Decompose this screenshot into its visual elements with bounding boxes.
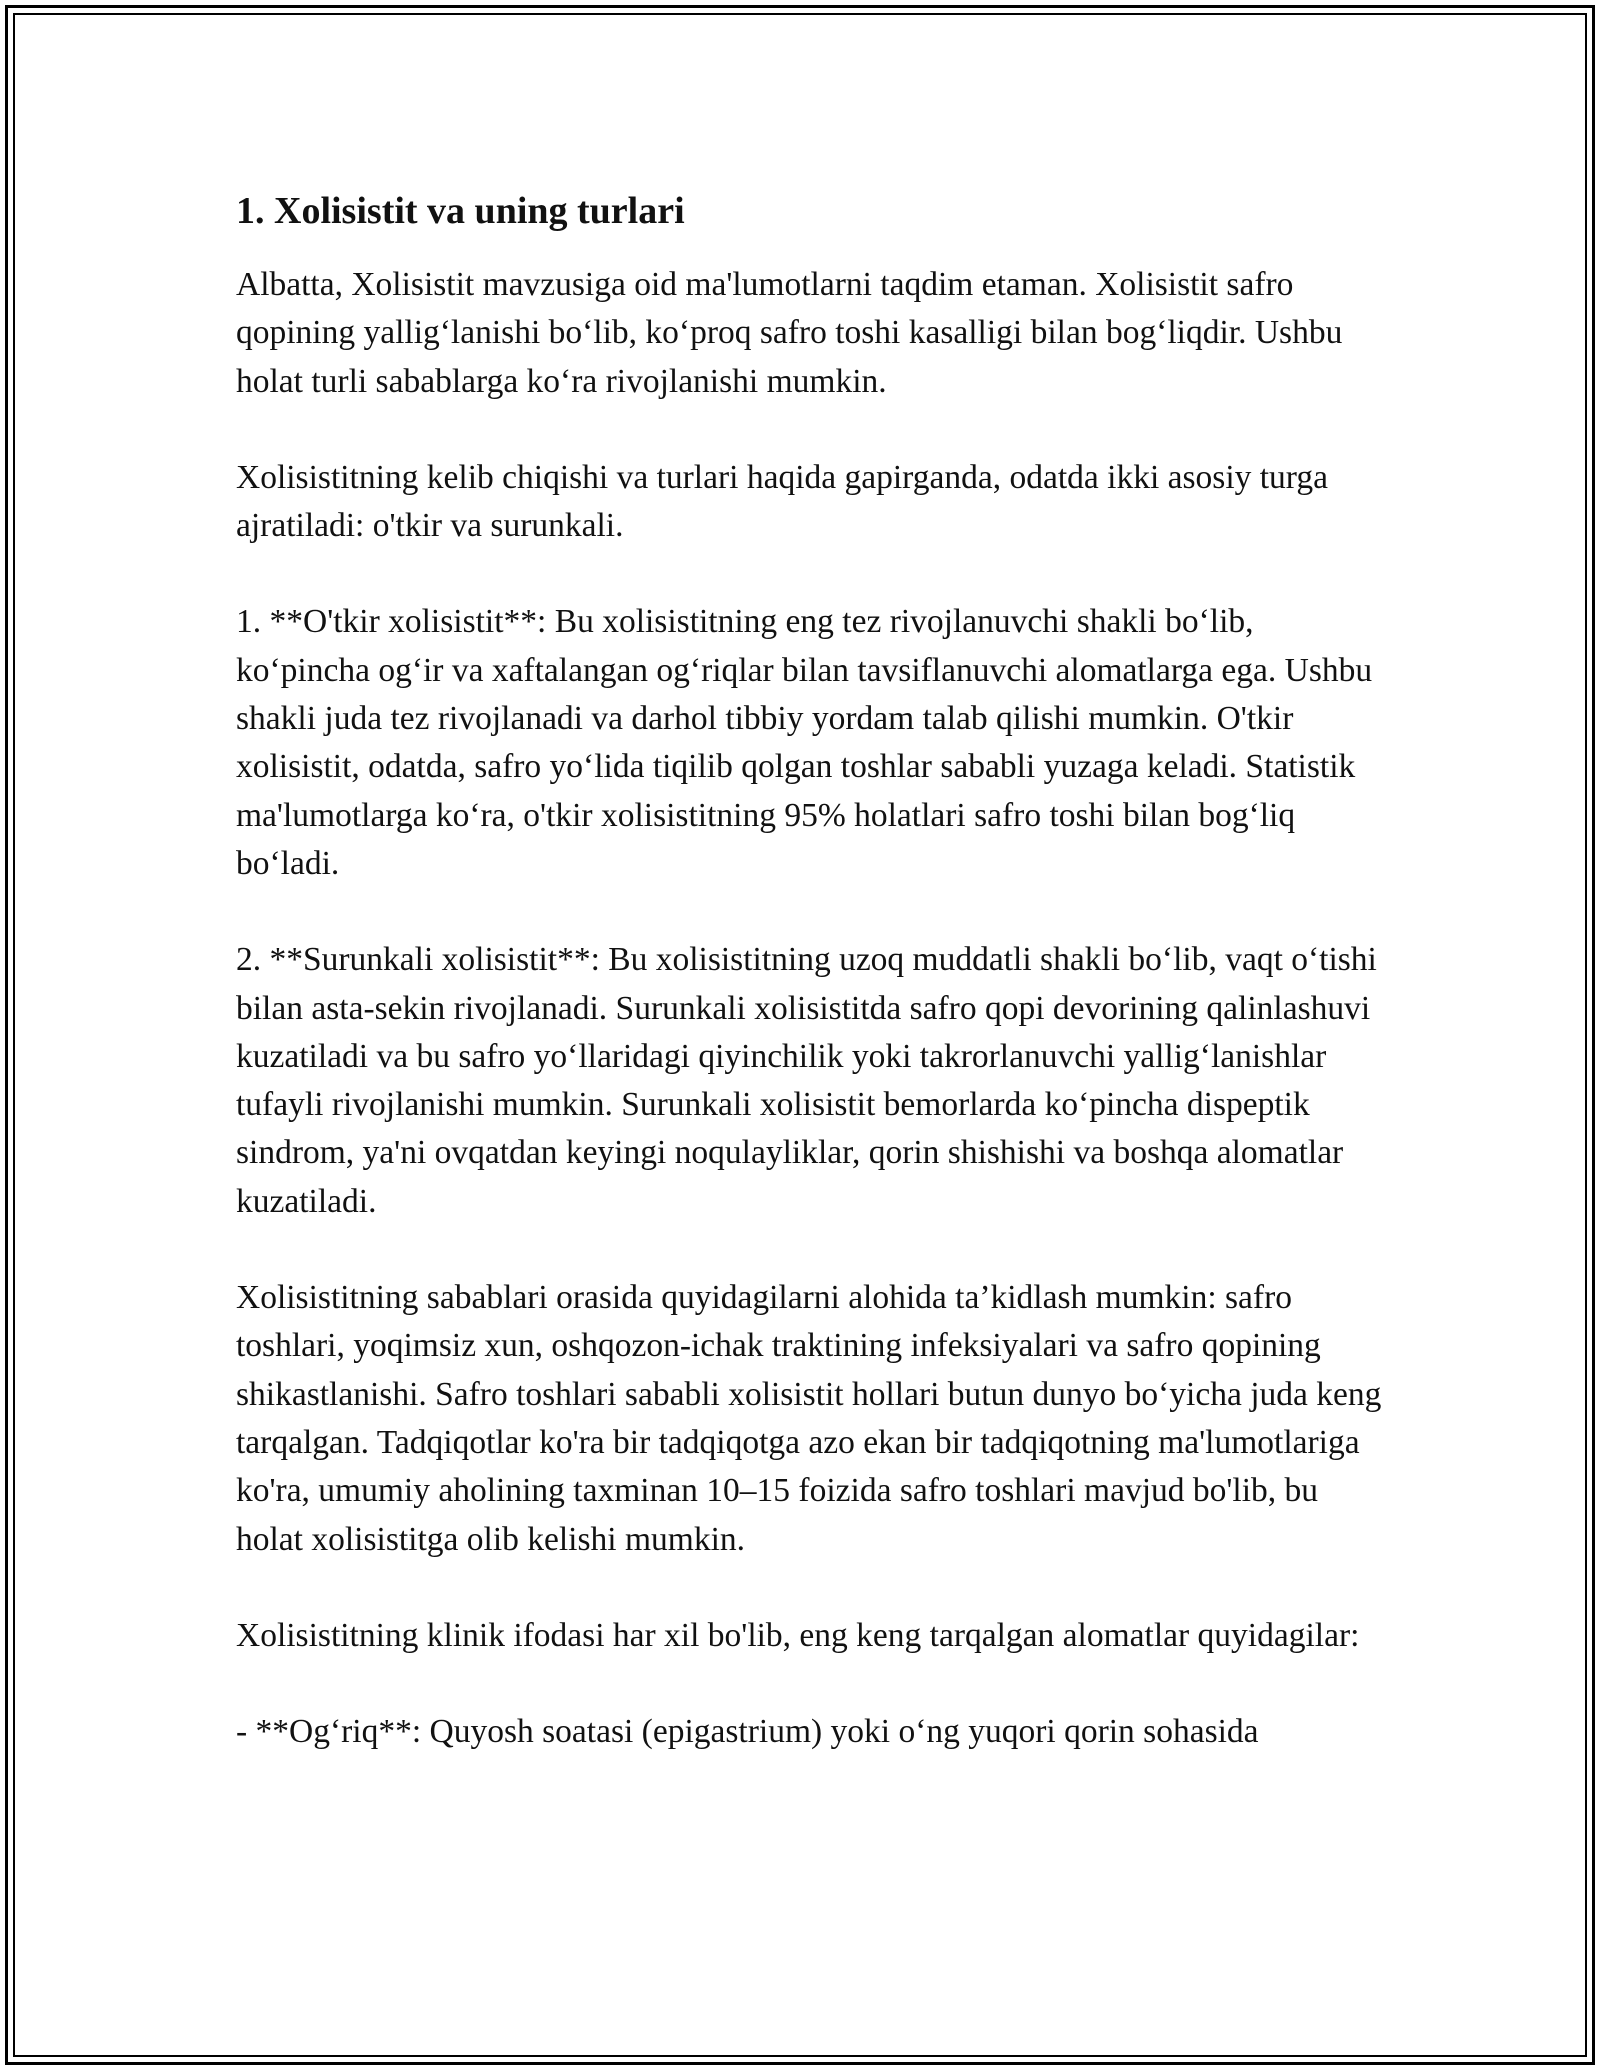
paragraph-types: Xolisistitning kelib chiqishi va turlari haqida gapirganda, odatda ikki asosiy turga ajratiladi: o'tkir va surunkali.: [236, 458, 1328, 545]
paragraph-acute: 1. **O'tkir xolisistit**: Bu xolisistitning eng tez rivojlanuvchi shakli bo‘lib, ko‘pincha og‘ir va xaftalangan og‘riqlar bilan tavsiflanuvchi alomatlarga ega. Ushbu shakli juda tez rivojlanadi va darhol tibbiy yordam talab qilishi mumkin. O'tkir xolisistit, odatda, safro yo‘lida tiqilib qolgan toshlar sababli yuzaga keladi. Statistik ma'lumotlarga ko‘ra, o'tkir xolisistitning 95% holatlari safro toshi bilan bog‘liq bo‘ladi.: [236, 603, 1373, 882]
paragraph-clinical: Xolisistitning klinik ifodasi har xil bo'lib, eng keng tarqalgan alomatlar quyidagilar:: [236, 1616, 1360, 1654]
paragraph-intro: Albatta, Xolisistit mavzusiga oid ma'lumotlarni taqdim etaman. Xolisistit safro qopining yallig‘lanishi bo‘lib, ko‘proq safro toshi kasalligi bilan bog‘liqdir. Ushbu holat turli sabablarga ko‘ra rivojlanishi mumkin.: [236, 266, 1343, 400]
paragraph-causes: Xolisistitning sabablari orasida quyidagilarni alohida ta’kidlash mumkin: safro toshlari, yoqimsiz xun, oshqozon-ichak traktining infeksiyalari va safro qopining shikastlanishi. Safro toshlari sababli xolisistit hollari butun dunyo bo‘yicha juda keng tarqalgan. Tadqiqotlar ko'ra bir tadqiqotga azo ekan bir tadqiqotning ma'lumotlariga ko'ra, umumiy aholining taxminan 10–15 foizida safro toshlari mavjud bo'lib, bu holat xolisistitga olib kelishi mumkin.: [236, 1279, 1382, 1558]
section-heading: 1. Xolisistit va uning turlari: [236, 190, 685, 232]
paragraph-chronic: 2. **Surunkali xolisistit**: Bu xolisistitning uzoq muddatli shakli bo‘lib, vaqt o‘tishi bilan asta-sekin rivojlanadi. Surunkali xolisistitda safro qopi devorining qalinlashuvi kuzatiladi va bu safro yo‘llaridagi qiyinchilik yoki takrorlanuvchi yallig‘lanishlar tufayli rivojlanishi mumkin. Surunkali xolisistit bemorlarda ko‘pincha dispeptik sindrom, ya'ni ovqatdan keyingi noqulayliklar, qorin shishishi va boshqa alomatlar kuzatiladi.: [236, 941, 1377, 1220]
document-body: [236, 185, 1386, 1756]
list-item-pain: - **Og‘riq**: Quyosh soatasi (epigastrium) yoki o‘ng yuqori qorin sohasida: [236, 1713, 1259, 1751]
